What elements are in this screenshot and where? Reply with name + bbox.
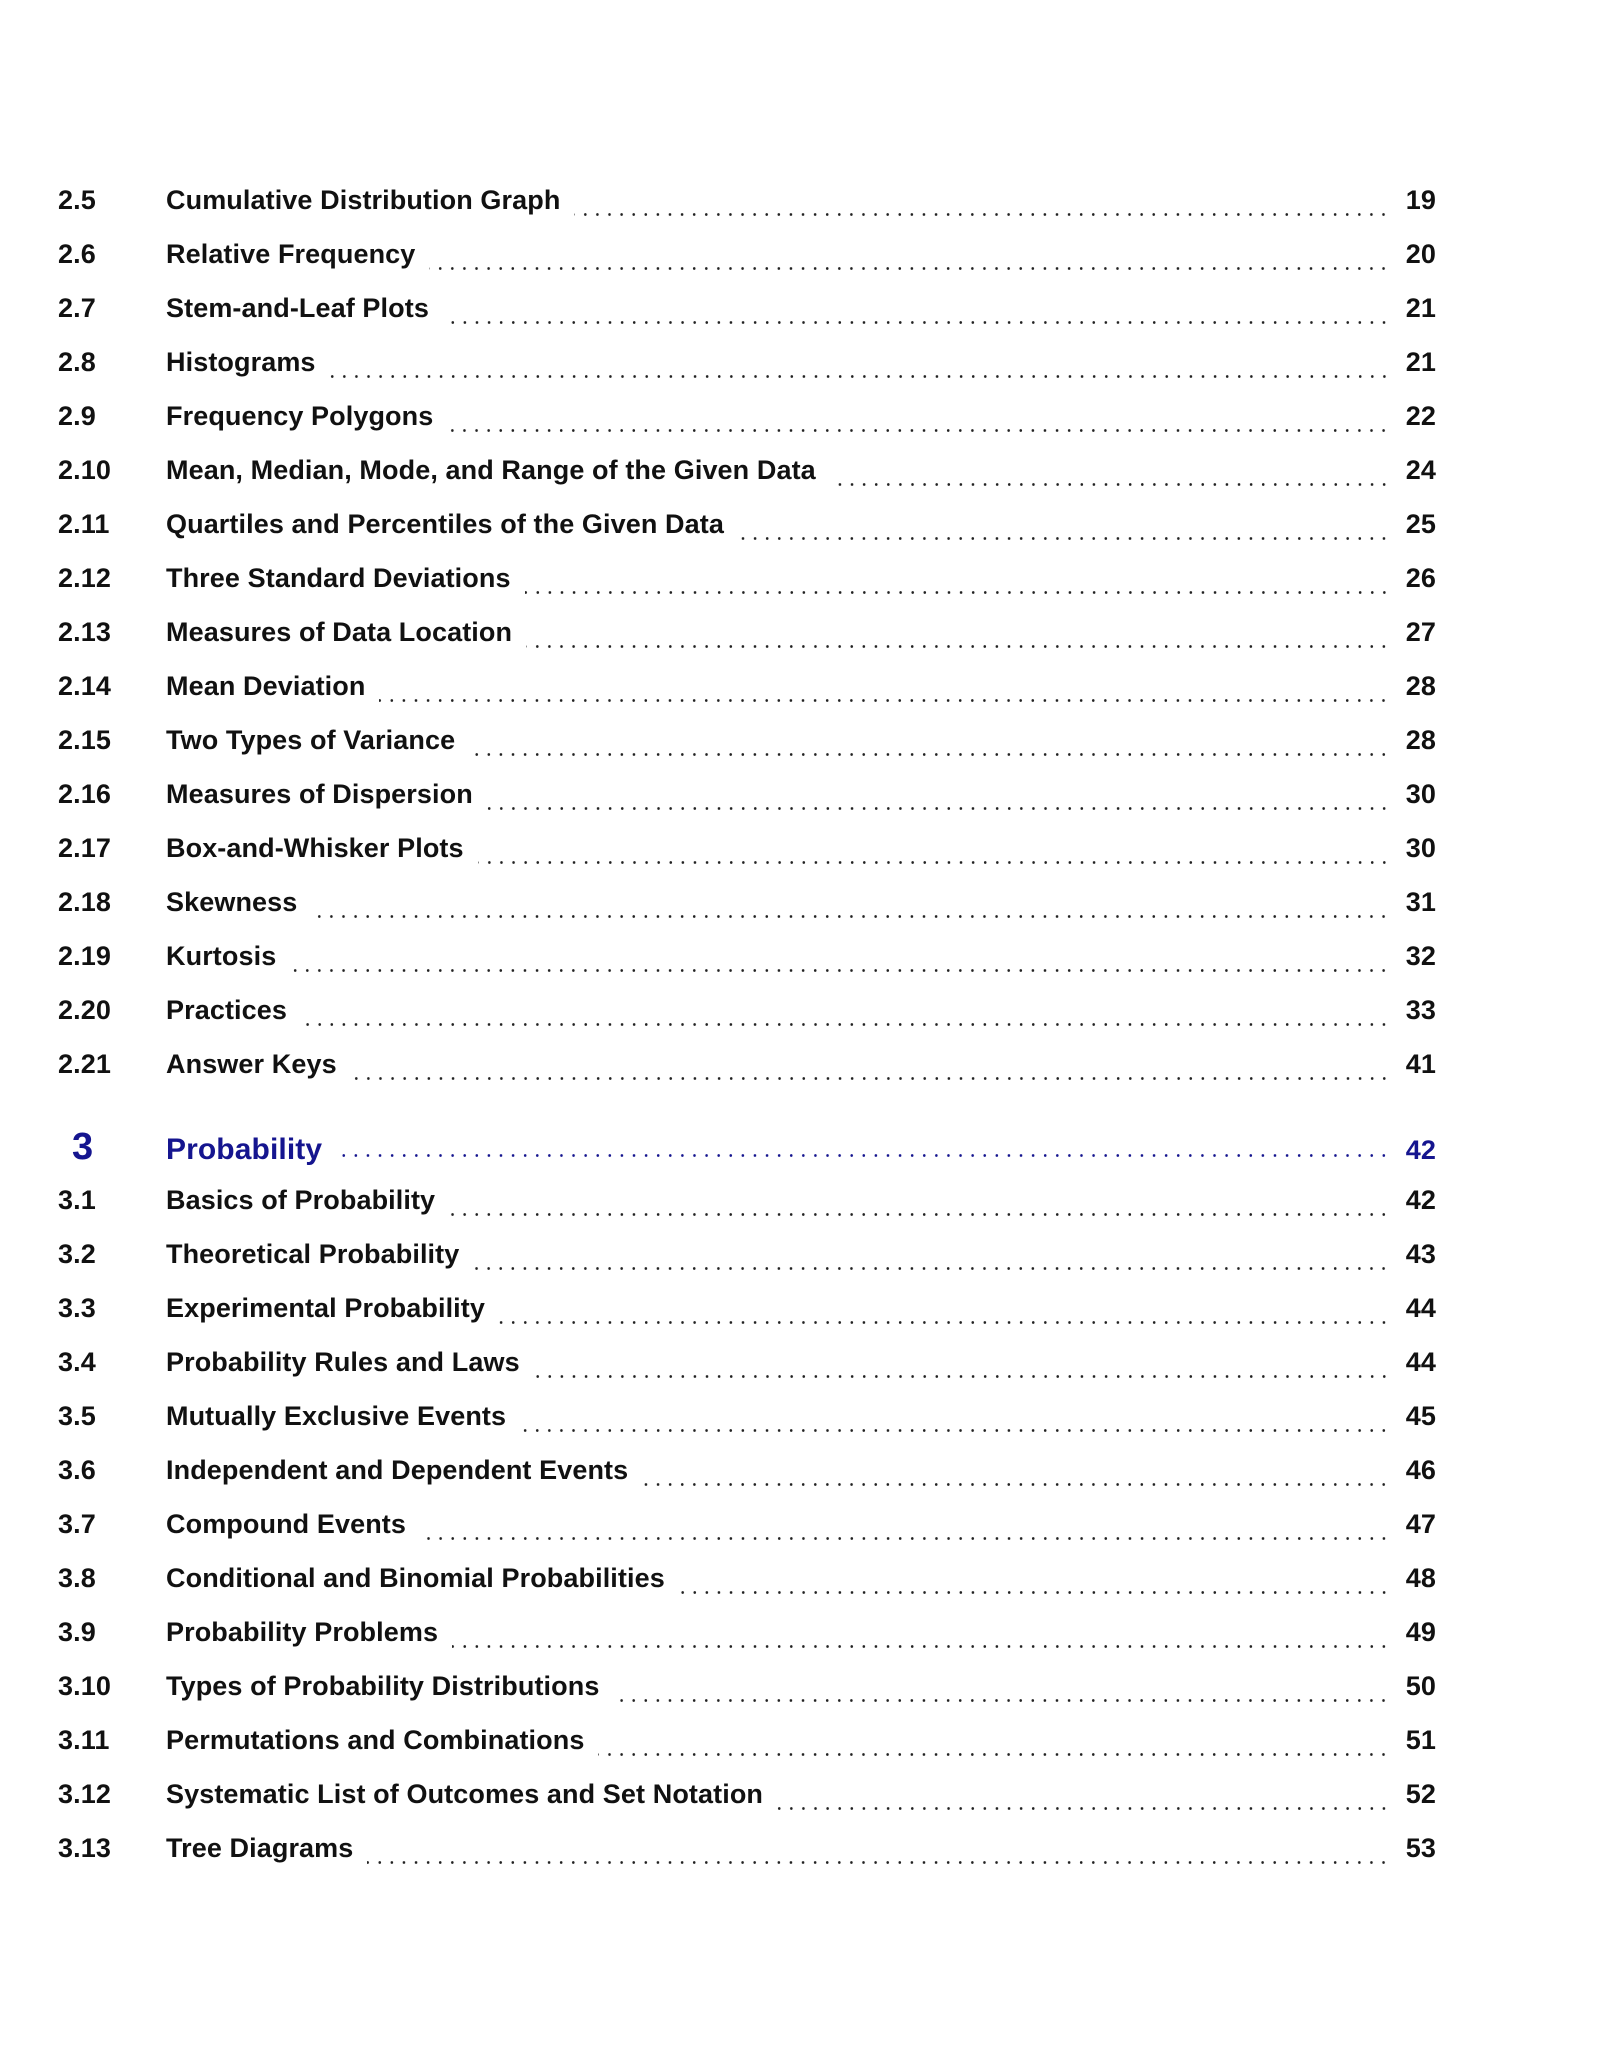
- toc-entry-title: Basics of Probability: [166, 1185, 436, 1215]
- toc-entry[interactable]: [58, 833, 1436, 873]
- toc-entry-title: Compound Events: [166, 1509, 407, 1539]
- toc-entry-number: 2.19: [58, 941, 111, 971]
- dot-leader: [777, 1779, 1390, 1819]
- toc-entry-title: Stem-and-Leaf Plots: [166, 293, 429, 323]
- dot-leader: [420, 1509, 1390, 1549]
- toc-entry-title: Mean, Median, Mode, and Range of the Given Data: [166, 455, 816, 485]
- toc-entry-page: 26: [1405, 563, 1436, 593]
- dot-leader: [613, 1671, 1390, 1711]
- dot-leader: [487, 779, 1390, 819]
- toc-entry-number: 2.17: [58, 833, 111, 863]
- toc-entry-page: 27: [1405, 617, 1436, 647]
- toc-entry[interactable]: [58, 1725, 1436, 1765]
- toc-entry-title: Tree Diagrams: [166, 1833, 354, 1863]
- toc-entry-number: 2.21: [58, 1049, 111, 1079]
- toc-entry-number: 2.10: [58, 455, 111, 485]
- toc-entry[interactable]: [58, 1239, 1436, 1279]
- toc-entry-page: 53: [1405, 1833, 1436, 1863]
- dot-leader: [301, 995, 1390, 1035]
- toc-entry[interactable]: [58, 1563, 1436, 1603]
- toc-entry-page: 41: [1405, 1049, 1436, 1079]
- toc-entry[interactable]: [58, 671, 1436, 711]
- toc-entry-number: 2.7: [58, 293, 96, 323]
- toc-entry-number: 3.3: [58, 1293, 96, 1323]
- toc-entry[interactable]: [58, 725, 1436, 765]
- toc-entry-number: 2.5: [58, 185, 96, 215]
- dot-leader: [574, 185, 1390, 225]
- toc-entry-title: Frequency Polygons: [166, 401, 434, 431]
- toc-entry-title: Types of Probability Distributions: [166, 1671, 600, 1701]
- dot-leader: [598, 1725, 1390, 1765]
- toc-entry-page: 20: [1405, 239, 1436, 269]
- toc-entry-number: 2.12: [58, 563, 111, 593]
- dot-leader: [478, 833, 1390, 873]
- dot-leader: [429, 239, 1390, 279]
- toc-entry-title: Box-and-Whisker Plots: [166, 833, 464, 863]
- toc-entry-page: 52: [1405, 1779, 1436, 1809]
- toc-entry-title: Measures of Dispersion: [166, 779, 473, 809]
- toc-entry-page: 22: [1405, 401, 1436, 431]
- toc-entry[interactable]: [58, 1779, 1436, 1819]
- toc-entry-number: 2.15: [58, 725, 111, 755]
- toc-entry-title: Mutually Exclusive Events: [166, 1401, 507, 1431]
- toc-entry[interactable]: [58, 1049, 1436, 1089]
- toc-entry-page: 31: [1405, 887, 1436, 917]
- toc-entry-page: 19: [1405, 185, 1436, 215]
- toc-entry-title: Probability Rules and Laws: [166, 1347, 520, 1377]
- toc-entry[interactable]: [58, 1833, 1436, 1873]
- toc-entry-number: 2.20: [58, 995, 111, 1025]
- toc-entry-number: 2.16: [58, 779, 111, 809]
- toc-entry-page: 30: [1405, 779, 1436, 809]
- toc-entry-title: Kurtosis: [166, 941, 277, 971]
- toc-entry-page: 33: [1405, 995, 1436, 1025]
- toc-entry[interactable]: [58, 293, 1436, 333]
- toc-entry[interactable]: [58, 1185, 1436, 1225]
- dot-leader: [679, 1563, 1390, 1603]
- toc-entry-page: 49: [1405, 1617, 1436, 1647]
- toc-chapter-entry[interactable]: [58, 1126, 1436, 1166]
- toc-entry-number: 2.18: [58, 887, 111, 917]
- toc-entry-page: 24: [1405, 455, 1436, 485]
- toc-entry-number: 3.10: [58, 1671, 111, 1701]
- toc-chapter-title: Probability: [166, 1133, 323, 1166]
- dot-leader: [336, 1126, 1390, 1166]
- toc-entry[interactable]: [58, 617, 1436, 657]
- toc-entry-title: Three Standard Deviations: [166, 563, 511, 593]
- toc-entry-number: 3.4: [58, 1347, 96, 1377]
- dot-leader: [452, 1617, 1390, 1657]
- toc-entry-page: 44: [1405, 1347, 1436, 1377]
- toc-entry[interactable]: [58, 779, 1436, 819]
- toc-entry-page: 47: [1405, 1509, 1436, 1539]
- toc-entry-number: 3.1: [58, 1185, 96, 1215]
- toc-entry-number: 2.9: [58, 401, 96, 431]
- toc-entry[interactable]: [58, 1671, 1436, 1711]
- toc-entry-page: 28: [1405, 725, 1436, 755]
- toc-entry-title: Practices: [166, 995, 287, 1025]
- toc-entry[interactable]: [58, 401, 1436, 441]
- toc-entry[interactable]: [58, 185, 1436, 225]
- dot-leader: [351, 1049, 1390, 1089]
- toc-entry-title: Permutations and Combinations: [166, 1725, 585, 1755]
- dot-leader: [738, 509, 1390, 549]
- toc-entry-number: 3.11: [58, 1725, 110, 1755]
- dot-leader: [290, 941, 1390, 981]
- toc-entry-page: 32: [1405, 941, 1436, 971]
- dot-leader: [499, 1293, 1390, 1333]
- dot-leader: [447, 401, 1390, 441]
- toc-entry-title: Mean Deviation: [166, 671, 366, 701]
- toc-entry-title: Two Types of Variance: [166, 725, 456, 755]
- toc-entry-title: Answer Keys: [166, 1049, 337, 1079]
- toc-chapter-page: 42: [1405, 1135, 1436, 1165]
- toc-entry-title: Independent and Dependent Events: [166, 1455, 629, 1485]
- toc-entry-title: Quartiles and Percentiles of the Given Data: [166, 509, 724, 539]
- toc-entry-page: 21: [1405, 293, 1436, 323]
- toc-entry-page: 48: [1405, 1563, 1436, 1593]
- toc-entry[interactable]: [58, 1617, 1436, 1657]
- toc-entry[interactable]: [58, 563, 1436, 603]
- toc-entry-number: 2.11: [58, 509, 110, 539]
- toc-entry-page: 43: [1405, 1239, 1436, 1269]
- toc-entry-page: 45: [1405, 1401, 1436, 1431]
- toc-entry-title: Relative Frequency: [166, 239, 416, 269]
- toc-entry-number: 2.8: [58, 347, 96, 377]
- toc-entry-number: 3.13: [58, 1833, 111, 1863]
- toc-entry-number: 2.14: [58, 671, 111, 701]
- dot-leader: [534, 1347, 1390, 1387]
- dot-leader: [449, 1185, 1390, 1225]
- toc-entry-page: 30: [1405, 833, 1436, 863]
- toc-entry-page: 51: [1405, 1725, 1436, 1755]
- toc-entry[interactable]: [58, 347, 1436, 387]
- toc-entry-number: 2.6: [58, 239, 96, 269]
- toc-entry[interactable]: [58, 1401, 1436, 1441]
- toc-entry[interactable]: [58, 995, 1436, 1035]
- dot-leader: [443, 293, 1390, 333]
- toc-entry-page: 50: [1405, 1671, 1436, 1701]
- toc-entry-page: 42: [1405, 1185, 1436, 1215]
- toc-entry-title: Theoretical Probability: [166, 1239, 460, 1269]
- toc-entry-number: 2.13: [58, 617, 111, 647]
- toc-entry[interactable]: [58, 509, 1436, 549]
- toc-entry-number: 3.6: [58, 1455, 96, 1485]
- toc-entry[interactable]: [58, 941, 1436, 981]
- dot-leader: [526, 617, 1390, 657]
- dot-leader: [469, 725, 1390, 765]
- toc-entry-number: 3.9: [58, 1617, 96, 1647]
- toc-entry-number: 3.2: [58, 1239, 96, 1269]
- toc-entry-title: Systematic List of Outcomes and Set Notation: [166, 1779, 764, 1809]
- dot-leader: [520, 1401, 1390, 1441]
- toc-entry-title: Experimental Probability: [166, 1293, 485, 1323]
- toc-entry-number: 3.12: [58, 1779, 111, 1809]
- toc-entry-number: 3.8: [58, 1563, 96, 1593]
- toc-entry[interactable]: [58, 1293, 1436, 1333]
- toc-entry-title: Skewness: [166, 887, 298, 917]
- dot-leader: [473, 1239, 1390, 1279]
- dot-leader: [830, 455, 1390, 495]
- toc-entry-page: 21: [1405, 347, 1436, 377]
- toc-entry[interactable]: [58, 1347, 1436, 1387]
- toc-entry-title: Measures of Data Location: [166, 617, 513, 647]
- dot-leader: [330, 347, 1390, 387]
- dot-leader: [379, 671, 1390, 711]
- toc-entry-page: 46: [1405, 1455, 1436, 1485]
- toc-entry-title: Histograms: [166, 347, 316, 377]
- toc-entry-page: 25: [1405, 509, 1436, 539]
- toc-entry-title: Cumulative Distribution Graph: [166, 185, 561, 215]
- dot-leader: [525, 563, 1390, 603]
- dot-leader: [367, 1833, 1390, 1873]
- dot-leader: [642, 1455, 1390, 1495]
- toc-entry-title: Conditional and Binomial Probabilities: [166, 1563, 665, 1593]
- toc-entry-page: 28: [1405, 671, 1436, 701]
- toc-entry[interactable]: [58, 887, 1436, 927]
- toc-entry-number: 3.7: [58, 1509, 96, 1539]
- toc-entry-number: 3.5: [58, 1401, 96, 1431]
- toc-entry[interactable]: [58, 1509, 1436, 1549]
- toc-entry[interactable]: [58, 1455, 1436, 1495]
- toc-entry[interactable]: [58, 239, 1436, 279]
- dot-leader: [311, 887, 1390, 927]
- toc-entry-page: 44: [1405, 1293, 1436, 1323]
- toc-entry-title: Probability Problems: [166, 1617, 439, 1647]
- toc-entry[interactable]: [58, 455, 1436, 495]
- toc-chapter-number: 3: [72, 1126, 94, 1168]
